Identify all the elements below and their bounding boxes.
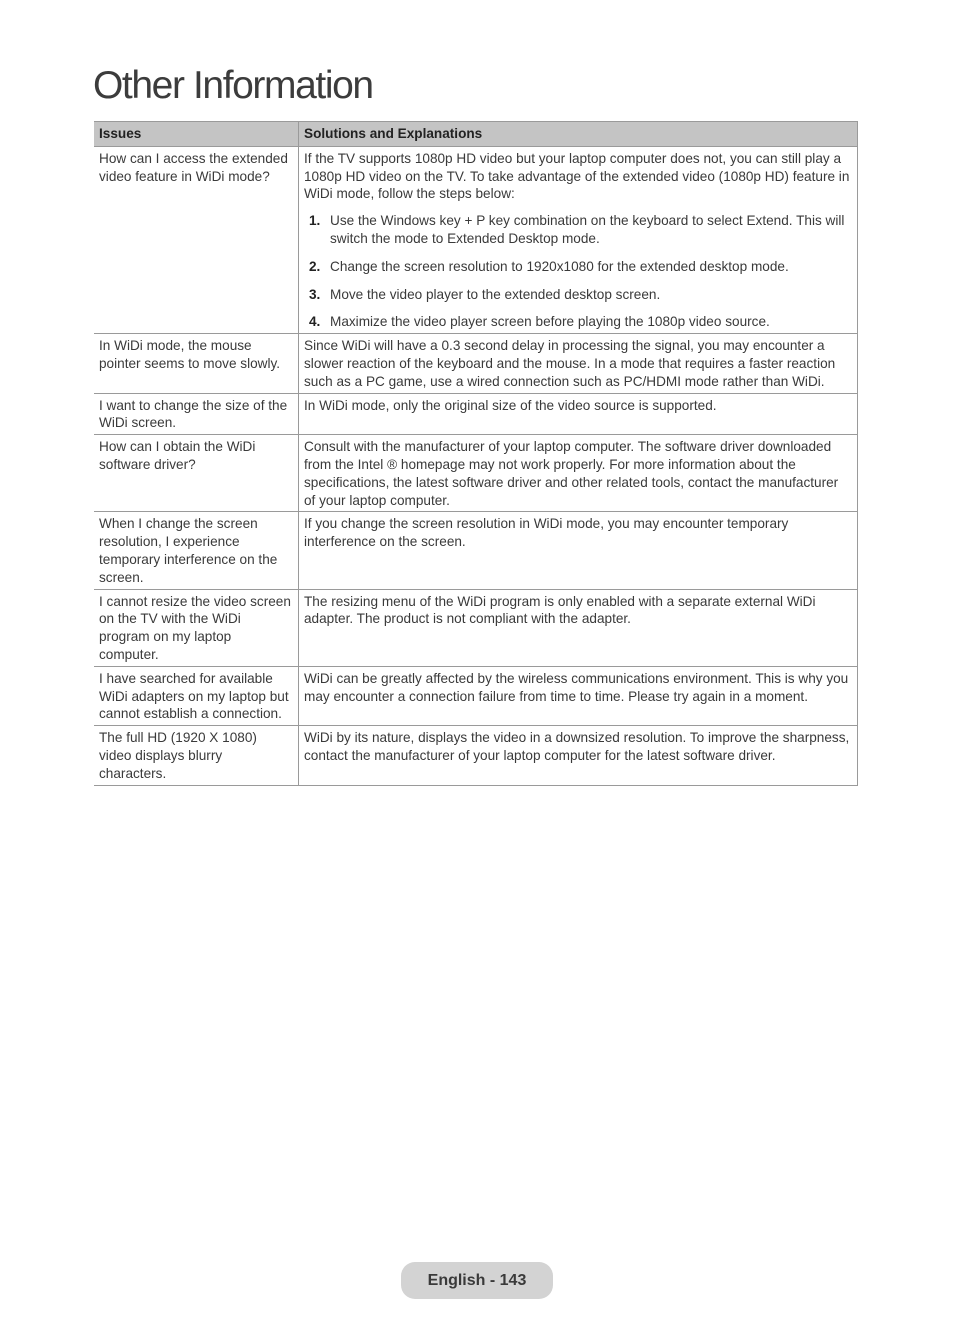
step-item	[304, 212, 852, 248]
table-row	[94, 146, 858, 333]
solution-text: If the TV supports 1080p HD video but your laptop computer does not, you can still play a 1080p HD video on the TV. To take advantage of the extended video (1080p HD) feature in WiDi mode, follow the steps below:	[304, 150, 850, 202]
page-title: Other Information	[93, 64, 373, 107]
issue-cell: I cannot resize the video screen on the TV with the WiDi program on my laptop computer.	[94, 589, 299, 666]
table-row	[94, 666, 858, 725]
step-item	[304, 286, 852, 304]
issue-cell: How can I obtain the WiDi software driver?	[94, 435, 299, 512]
step-number: 4.	[309, 314, 321, 330]
table-row	[94, 589, 858, 666]
issue-cell: In WiDi mode, the mouse pointer seems to move slowly.	[94, 334, 299, 393]
column-header-issues: Issues	[94, 122, 299, 147]
steps-list	[304, 212, 852, 331]
solution-cell: WiDi by its nature, displays the video in a downsized resolution. To improve the sharpness, contact the manufacturer of your laptop computer for the latest software driver.	[299, 726, 858, 785]
step-text: Change the screen resolution to 1920x1080 for the extended desktop mode.	[330, 258, 789, 274]
issue-cell: I want to change the size of the WiDi screen.	[94, 393, 299, 435]
solution-cell: WiDi can be greatly affected by the wireless communications environment. This is why you may encounter a connection failure from time to time. Please try again in a moment.	[299, 666, 858, 725]
step-item	[304, 313, 852, 331]
table-row	[94, 512, 858, 589]
table-row	[94, 334, 858, 393]
table-row	[94, 726, 858, 785]
column-header-solutions: Solutions and Explanations	[299, 122, 858, 147]
issue-cell: The full HD (1920 X 1080) video displays blurry characters.	[94, 726, 299, 785]
issue-cell: How can I access the extended video feature in WiDi mode?	[94, 146, 299, 333]
page-number-badge: English - 143	[401, 1262, 553, 1299]
step-text: Maximize the video player screen before playing the 1080p video source.	[330, 314, 770, 330]
step-text: Use the Windows key + P key combination on the keyboard to select Extend. This will switch the mode to Extended Desktop mode.	[330, 213, 845, 246]
step-item	[304, 258, 852, 276]
table-header-row	[94, 122, 858, 147]
step-number: 3.	[309, 286, 321, 302]
table-row	[94, 393, 858, 435]
issue-cell: When I change the screen resolution, I experience temporary interference on the screen.	[94, 512, 299, 589]
solution-cell: If you change the screen resolution in WiDi mode, you may encounter temporary interference on the screen.	[299, 512, 858, 589]
troubleshooting-table	[94, 121, 858, 786]
solution-cell	[299, 146, 858, 333]
table-row	[94, 435, 858, 512]
solution-cell: In WiDi mode, only the original size of the video source is supported.	[299, 393, 858, 435]
step-text: Move the video player to the extended desktop screen.	[330, 286, 661, 302]
step-number: 2.	[309, 258, 321, 274]
solution-cell: Since WiDi will have a 0.3 second delay in processing the signal, you may encounter a slower reaction of the keyboard and the mouse. In a mode that requires a faster reaction such as a PC game, use a wired connection such as PC/HDMI mode rather than WiDi.	[299, 334, 858, 393]
issue-cell: I have searched for available WiDi adapters on my laptop but cannot establish a connection.	[94, 666, 299, 725]
step-number: 1.	[309, 213, 321, 229]
solution-cell: Consult with the manufacturer of your laptop computer. The software driver downloaded from the Intel ® homepage may not work properly. For more information about the specifications, the latest software driver and other related tools, contact the manufacturer of your laptop computer.	[299, 435, 858, 512]
solution-cell: The resizing menu of the WiDi program is only enabled with a separate external WiDi adapter. The product is not compliant with the adapter.	[299, 589, 858, 666]
